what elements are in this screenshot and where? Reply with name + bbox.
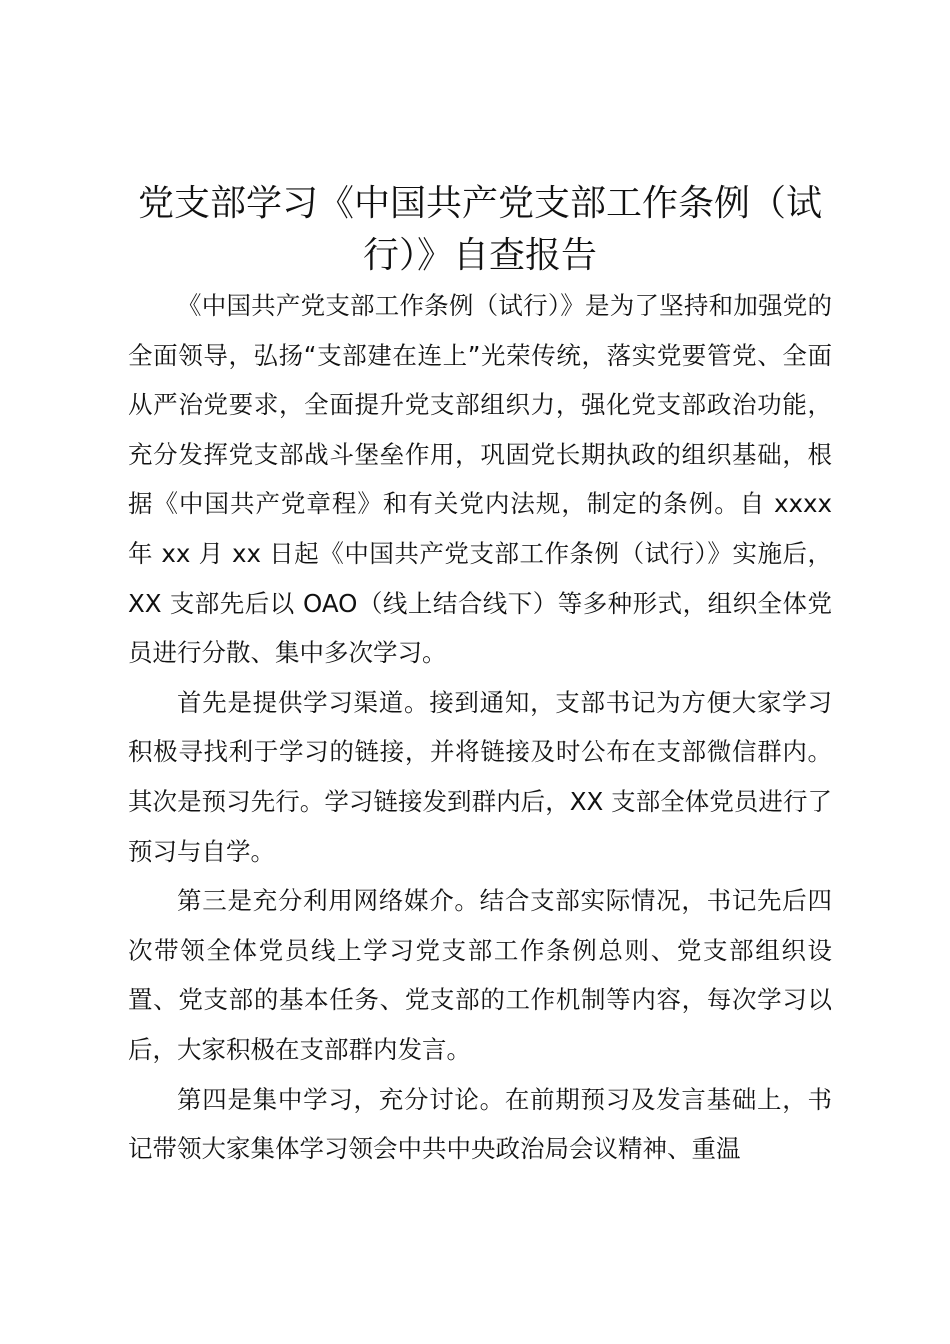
paragraph-fourth: 第四是集中学习，充分讨论。在前期预习及发言基础上，书记带领大家集体学习领会中共中央政治局会议精神、重温 — [128, 1084, 832, 1164]
paragraph-first-second: 首先是提供学习渠道。接到通知，支部书记为方便大家学习积极寻找利于学习的链接，并将链接及时公布在支部微信群内。其次是预习先行。学习链接发到群内后，XX 支部全体党员进行了预习与自学。 — [128, 687, 832, 866]
document-title: 党支部学习《中国共产党支部工作条例（试行）》自查报告 — [137, 183, 822, 276]
document-body — [128, 281, 832, 1174]
paragraph-third: 第三是充分利用网络媒介。结合支部实际情况，书记先后四次带领全体党员线上学习党支部工作条例总则、党支部组织设置、党支部的基本任务、党支部的工作机制等内容，每次学习以后，大家积极在支部群内发言。 — [128, 886, 832, 1064]
paragraph-intro: 《中国共产党支部工作条例（试行）》是为了坚持和加强党的全面领导，弘扬“支部建在连上”光荣传统，落实党要管党、全面从严治党要求，全面提升党支部组织力，强化党支部政治功能，充分发挥党支部战斗堡垒作用，巩固党长期执政的组织基础，根据《中国共产党章程》和有关党内法规，制定的条例。自 xxxx 年 xx 月 xx 日起《中国共产党支部工作条例（试行）》实施后，XX 支部先后以 OAO（线上结合线下）等多种形式，组织全体党员进行分散、集中多次学习。 — [128, 291, 832, 668]
